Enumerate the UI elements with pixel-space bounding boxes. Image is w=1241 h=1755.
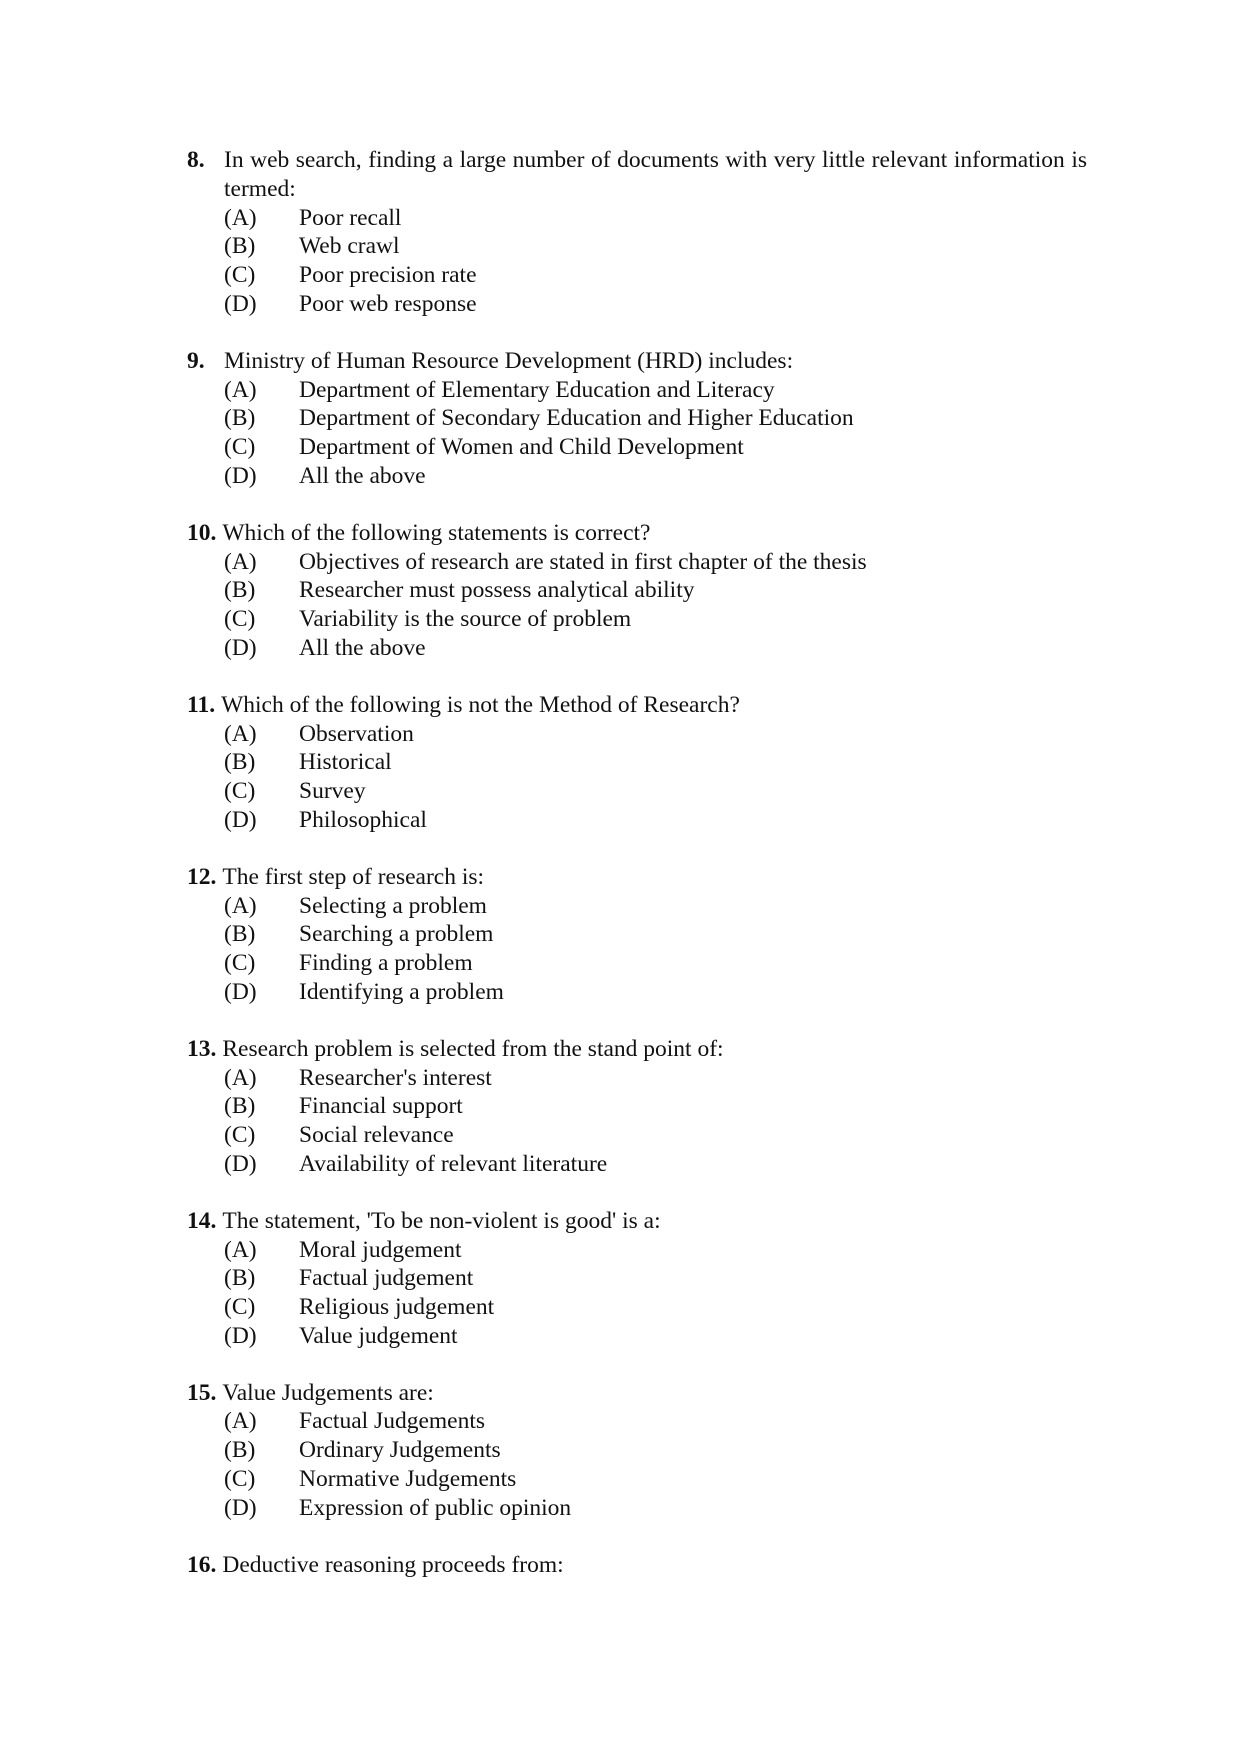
option-label: (C) bbox=[224, 606, 256, 633]
option-text: Finding a problem bbox=[299, 950, 473, 977]
option-a bbox=[187, 548, 1087, 577]
question-text: Which of the following statements is correct? bbox=[222, 519, 651, 546]
option-text: Ordinary Judgements bbox=[299, 1437, 501, 1464]
question-number: 16. bbox=[187, 1551, 217, 1578]
option-c bbox=[187, 261, 1087, 290]
question-stem bbox=[187, 1035, 1087, 1064]
question-12 bbox=[187, 863, 1087, 1007]
question-stem bbox=[187, 1207, 1087, 1236]
question-number: 15. bbox=[187, 1379, 217, 1406]
option-text: Normative Judgements bbox=[299, 1466, 517, 1493]
option-text: Survey bbox=[299, 778, 366, 805]
option-label: (A) bbox=[224, 376, 257, 403]
option-d bbox=[187, 806, 1087, 835]
option-label: (D) bbox=[224, 1322, 257, 1349]
option-c bbox=[187, 1293, 1087, 1322]
option-label: (A) bbox=[224, 892, 257, 919]
question-paper-page bbox=[187, 146, 1087, 1607]
option-label: (C) bbox=[224, 950, 256, 977]
question-16 bbox=[187, 1551, 1087, 1580]
options-list bbox=[187, 1236, 1087, 1351]
question-number: 8. bbox=[187, 147, 205, 173]
options-list bbox=[187, 892, 1087, 1007]
options-list bbox=[187, 1407, 1087, 1522]
option-label: (C) bbox=[224, 1122, 256, 1149]
question-text: Deductive reasoning proceeds from: bbox=[222, 1551, 564, 1578]
option-text: Philosophical bbox=[299, 806, 427, 833]
question-stem bbox=[187, 1551, 1087, 1580]
option-d bbox=[187, 1322, 1087, 1351]
option-label: (B) bbox=[224, 1265, 256, 1292]
option-label: (B) bbox=[224, 749, 256, 776]
question-stem bbox=[187, 146, 1087, 204]
question-text: Ministry of Human Resource Development (HRD) includes: bbox=[224, 347, 794, 374]
option-text: Poor web response bbox=[299, 290, 477, 317]
option-b bbox=[187, 748, 1087, 777]
option-label: (B) bbox=[224, 405, 256, 432]
option-label: (D) bbox=[224, 1494, 257, 1521]
option-text: Factual judgement bbox=[299, 1265, 474, 1292]
question-11 bbox=[187, 691, 1087, 835]
question-text: The statement, 'To be non-violent is good' is a: bbox=[222, 1207, 661, 1234]
question-stem bbox=[187, 691, 1087, 720]
option-c bbox=[187, 605, 1087, 634]
option-b bbox=[187, 576, 1087, 605]
option-a bbox=[187, 376, 1087, 405]
option-text: Identifying a problem bbox=[299, 978, 504, 1005]
options-list bbox=[187, 204, 1087, 319]
question-number: 14. bbox=[187, 1207, 217, 1234]
option-text: Researcher must possess analytical ability bbox=[299, 577, 695, 604]
option-text: Value judgement bbox=[299, 1322, 458, 1349]
option-b bbox=[187, 920, 1087, 949]
option-b bbox=[187, 404, 1087, 433]
options-list bbox=[187, 720, 1087, 835]
option-text: Variability is the source of problem bbox=[299, 606, 632, 633]
question-number: 12. bbox=[187, 863, 217, 890]
question-text: Which of the following is not the Method of Research? bbox=[221, 691, 740, 718]
question-text: Value Judgements are: bbox=[222, 1379, 434, 1406]
option-text: Observation bbox=[299, 720, 414, 747]
option-b bbox=[187, 1264, 1087, 1293]
option-text: Factual Judgements bbox=[299, 1408, 486, 1435]
question-number: 10. bbox=[187, 519, 217, 546]
option-text: Religious judgement bbox=[299, 1294, 495, 1321]
option-label: (A) bbox=[224, 1236, 257, 1263]
option-label: (A) bbox=[224, 548, 257, 575]
option-label: (C) bbox=[224, 778, 256, 805]
question-stem bbox=[187, 1379, 1087, 1408]
option-d bbox=[187, 1150, 1087, 1179]
option-d bbox=[187, 462, 1087, 491]
question-stem bbox=[187, 347, 1087, 376]
option-label: (D) bbox=[224, 806, 257, 833]
question-10 bbox=[187, 519, 1087, 663]
option-label: (D) bbox=[224, 978, 257, 1005]
question-15 bbox=[187, 1379, 1087, 1523]
option-label: (A) bbox=[224, 204, 257, 231]
option-label: (A) bbox=[224, 1408, 257, 1435]
option-a bbox=[187, 892, 1087, 921]
option-label: (B) bbox=[224, 577, 256, 604]
option-text: Researcher's interest bbox=[299, 1064, 492, 1091]
option-label: (C) bbox=[224, 262, 256, 289]
option-c bbox=[187, 777, 1087, 806]
option-label: (B) bbox=[224, 233, 256, 260]
option-c bbox=[187, 433, 1087, 462]
option-text: Availability of relevant literature bbox=[299, 1150, 608, 1177]
question-14 bbox=[187, 1207, 1087, 1351]
option-text: Expression of public opinion bbox=[299, 1494, 572, 1521]
option-label: (D) bbox=[224, 462, 257, 489]
option-text: All the above bbox=[299, 462, 426, 489]
option-label: (B) bbox=[224, 1093, 256, 1120]
options-list bbox=[187, 1064, 1087, 1179]
option-a bbox=[187, 204, 1087, 233]
option-c bbox=[187, 1121, 1087, 1150]
option-b bbox=[187, 1436, 1087, 1465]
option-b bbox=[187, 1092, 1087, 1121]
option-text: Web crawl bbox=[299, 233, 400, 260]
question-text: The first step of research is: bbox=[222, 863, 485, 890]
option-label: (C) bbox=[224, 1294, 256, 1321]
option-text: Historical bbox=[299, 749, 392, 776]
option-text: Department of Women and Child Development bbox=[299, 434, 744, 461]
option-label: (C) bbox=[224, 1466, 256, 1493]
option-text: Social relevance bbox=[299, 1122, 454, 1149]
question-number: 13. bbox=[187, 1035, 217, 1062]
option-text: Searching a problem bbox=[299, 921, 494, 948]
option-label: (C) bbox=[224, 434, 256, 461]
option-label: (A) bbox=[224, 1064, 257, 1091]
option-label: (D) bbox=[224, 1150, 257, 1177]
option-text: Poor precision rate bbox=[299, 262, 477, 289]
option-label: (D) bbox=[224, 634, 257, 661]
option-label: (A) bbox=[224, 720, 257, 747]
question-number: 9. bbox=[187, 347, 205, 374]
question-stem bbox=[187, 519, 1087, 548]
question-9 bbox=[187, 347, 1087, 491]
question-text: In web search, finding a large number of documents with very little relevant information is termed: bbox=[224, 147, 1087, 202]
question-13 bbox=[187, 1035, 1087, 1179]
option-c bbox=[187, 1465, 1087, 1494]
option-label: (D) bbox=[224, 290, 257, 317]
option-text: Department of Secondary Education and Higher Education bbox=[299, 405, 854, 432]
option-c bbox=[187, 949, 1087, 978]
option-text: Financial support bbox=[299, 1093, 463, 1120]
option-a bbox=[187, 1236, 1087, 1265]
option-a bbox=[187, 1407, 1087, 1436]
option-text: Selecting a problem bbox=[299, 892, 487, 919]
option-text: Moral judgement bbox=[299, 1236, 462, 1263]
option-a bbox=[187, 720, 1087, 749]
options-list bbox=[187, 376, 1087, 491]
options-list bbox=[187, 548, 1087, 663]
option-a bbox=[187, 1064, 1087, 1093]
option-b bbox=[187, 232, 1087, 261]
option-text: Objectives of research are stated in first chapter of the thesis bbox=[299, 548, 867, 575]
option-text: Department of Elementary Education and Literacy bbox=[299, 376, 775, 403]
question-stem bbox=[187, 863, 1087, 892]
question-number: 11. bbox=[187, 691, 216, 718]
option-d bbox=[187, 1494, 1087, 1523]
option-d bbox=[187, 290, 1087, 319]
option-text: Poor recall bbox=[299, 204, 402, 231]
option-d bbox=[187, 634, 1087, 663]
question-8 bbox=[187, 146, 1087, 319]
question-text: Research problem is selected from the stand point of: bbox=[222, 1035, 724, 1062]
option-label: (B) bbox=[224, 921, 256, 948]
option-text: All the above bbox=[299, 634, 426, 661]
option-label: (B) bbox=[224, 1437, 256, 1464]
option-d bbox=[187, 978, 1087, 1007]
